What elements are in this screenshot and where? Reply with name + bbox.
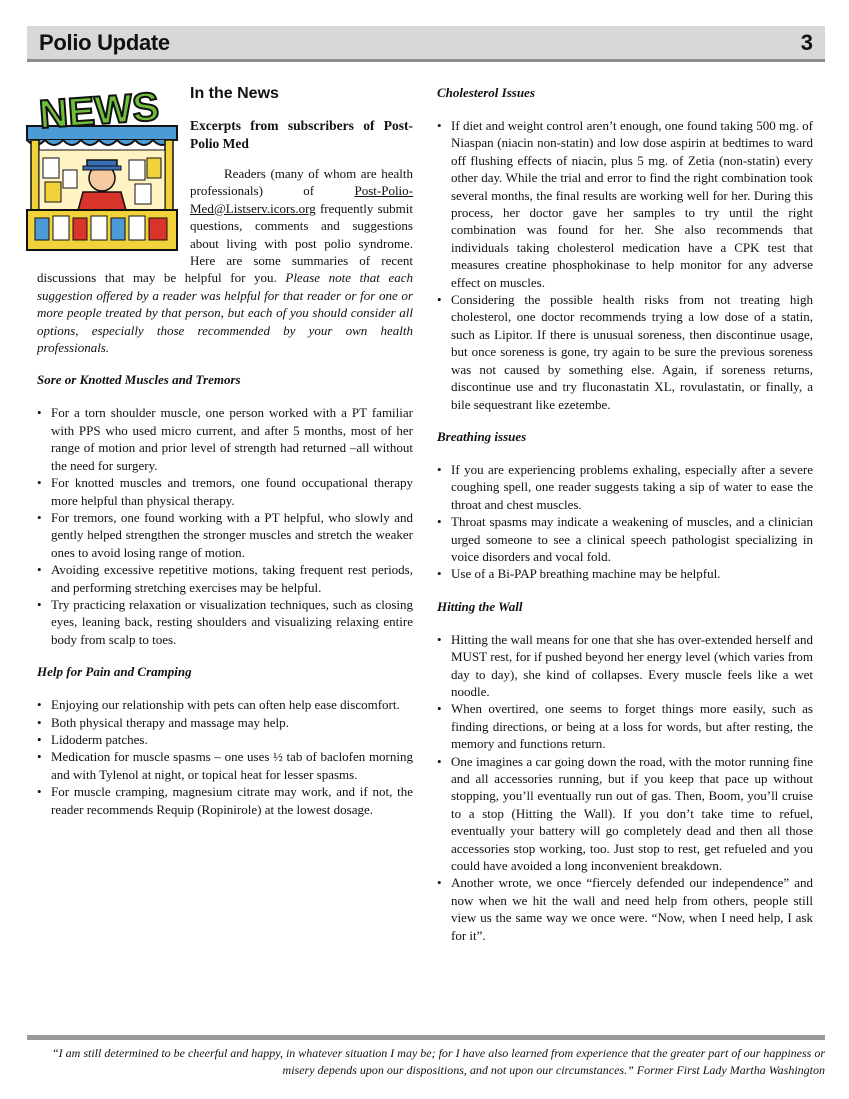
list-item: • For a torn shoulder muscle, one person worked with a PT familiar with PPS who used micro current, and after 5 months, most of her range of motion and prior level of strength had returned –all without the need for surgery. [37, 404, 413, 474]
intro-text-2: frequently submit questions, comments and suggestions about living with post polio syndrome. Here are some summaries of recent discussions that may be helpful for you. [37, 200, 413, 286]
list-item: • Medication for muscle spasms – one uses ½ tab of baclofen morning and with Tylenol at night, or topical heat for lesser spasms. [37, 748, 413, 783]
sore-muscles-list [37, 404, 413, 648]
footer-divider [27, 1035, 825, 1040]
page-header [27, 26, 825, 62]
list-item: • Use of a Bi-PAP breathing machine may be helpful. [437, 565, 813, 582]
listserv-link[interactable]: Post-Polio-Med@Listserv.icors.org [190, 183, 413, 216]
breathing-list [437, 461, 813, 583]
newsletter-title: Polio Update [39, 30, 170, 55]
newsstand-cartoon-icon [17, 80, 182, 258]
list-item: • When overtired, one seems to forget things more easily, such as finding directions, or being at a loss for words, but after resting, the memory and functions return. [437, 700, 813, 752]
list-item: • Enjoying our relationship with pets can often help ease discomfort. [37, 696, 413, 713]
hitting-wall-list [437, 631, 813, 944]
section-heading-sore-muscles: Sore or Knotted Muscles and Tremors [37, 372, 241, 388]
right-column [437, 80, 813, 944]
list-item: • Avoiding excessive repetitive motions, taking frequent rest periods, and performing stretching exercises may be helpful. [37, 561, 413, 596]
list-item: • Try practicing relaxation or visualization techniques, such as closing eyes, leaning back, resting shoulders and visualizing relaxing entire body from scalp to toes. [37, 596, 413, 648]
intro-text-1: Readers (many of whom are health professionals) of [190, 166, 413, 199]
news-sign-text: NEWS [37, 84, 161, 138]
list-item: • Considering the possible health risks from not treating high cholesterol, one doctor recommends trying a low dose of a statin, such as Lipitor. If there is unusual soreness, then discontinue usage, but once soreness is gone, try again to be sure the previous soreness was not caused by something else. Again, if soreness returns, discontinue use and try fluconastatin XL, rovulastatin, or finally, a bile sequestrant like ezetembe. [437, 291, 813, 413]
list-item: • Lidoderm patches. [37, 731, 413, 748]
section-heading-in-the-news: In the News [190, 85, 279, 102]
list-item: • Hitting the wall means for one that she has over-extended herself and MUST rest, for if pushed beyond her energy level (which varies from day to day), she kind of collapses. Every muscle feels like a wet noodle. [437, 631, 813, 701]
list-item: • For muscle cramping, magnesium citrate may work, and if not, the reader recommends Requip (Ropinirole) at the lowest dosage. [37, 783, 413, 818]
list-item: • For knotted muscles and tremors, one found occupational therapy more helpful than physical therapy. [37, 474, 413, 509]
section-heading-cholesterol: Cholesterol Issues [437, 85, 535, 100]
list-item: • Both physical therapy and massage may help. [37, 714, 413, 731]
list-item: • One imagines a car going down the road, with the motor running fine and all accessories running, but if you keep that pace up without stopping, you’ll eventually run out of gas. Then, Boom, you’ll cruise to a stop (Hitting the Wall). If you don’t take time to refuel, eventually your battery will go completely dead and then all those accessories stop working, too. Just stop to rest, get refueled and you could have avoided a long inconvenient breakdown. [437, 753, 813, 875]
list-item: • Throat spasms may indicate a weakening of muscles, and a clinician urged someone to see a clinical speech pathologist specializing in voice disorders and vocal fold. [437, 513, 813, 565]
left-column [37, 80, 413, 818]
page-number: 3 [800, 30, 813, 55]
section-heading-breathing: Breathing issues [437, 428, 527, 444]
pain-cramping-list [37, 696, 413, 818]
list-item: • Another wrote, we once “fiercely defended our independence” and now when we hit the wall and need help from others, people still view us the same way we once were. “Now, when I need help, I ask for it”. [437, 874, 813, 944]
section-heading-hitting-wall: Hitting the Wall [437, 598, 523, 614]
list-item: • For tremors, one found working with a PT helpful, who slowly and gently helped strengthen the stronger muscles and stretch the weaker ones to avoid losing range of motion. [37, 509, 413, 561]
section-heading-pain-cramping: Help for Pain and Cramping [37, 664, 192, 680]
intro-disclaimer: Please note that each suggestion offered by a reader was helpful for that reader or for one or more people treated by that person, but each of you should consider all options, especially those recommended by your own health professionals. [37, 270, 413, 356]
list-item: • If diet and weight control aren’t enough, one found taking 500 mg. of Niaspan (niacin non-statin) and low dose aspirin at bedtimes to ward off flushing effects of niacin, plus 5 mg. of Zetia (non-statin) every other day. While the trial and error to find the right combination took several months, the final results are working well for her. During this process, her doctor gave her samples to try until the right combination was found for her. She also recommends that individuals taking cholesterol medication have a CPK test that measures creatine phosphokinase to help monitor for any adverse effect on muscles. [437, 117, 813, 291]
cholesterol-list [437, 117, 813, 413]
list-item: • If you are experiencing problems exhaling, especially after a severe coughing spell, one reader suggests taking a sip of water to ease the throat and chest muscles. [437, 461, 813, 513]
excerpt-subheading: Excerpts from subscribers of Post-Polio Med [190, 118, 413, 151]
footer-quote: “I am still determined to be cheerful and happy, in whatever situation I may be; for I have also learned from experience that the greater part of our happiness or misery depends upon our dispositions, and not upon our circumstances.” Former First Lady Martha Washington [52, 1046, 825, 1077]
